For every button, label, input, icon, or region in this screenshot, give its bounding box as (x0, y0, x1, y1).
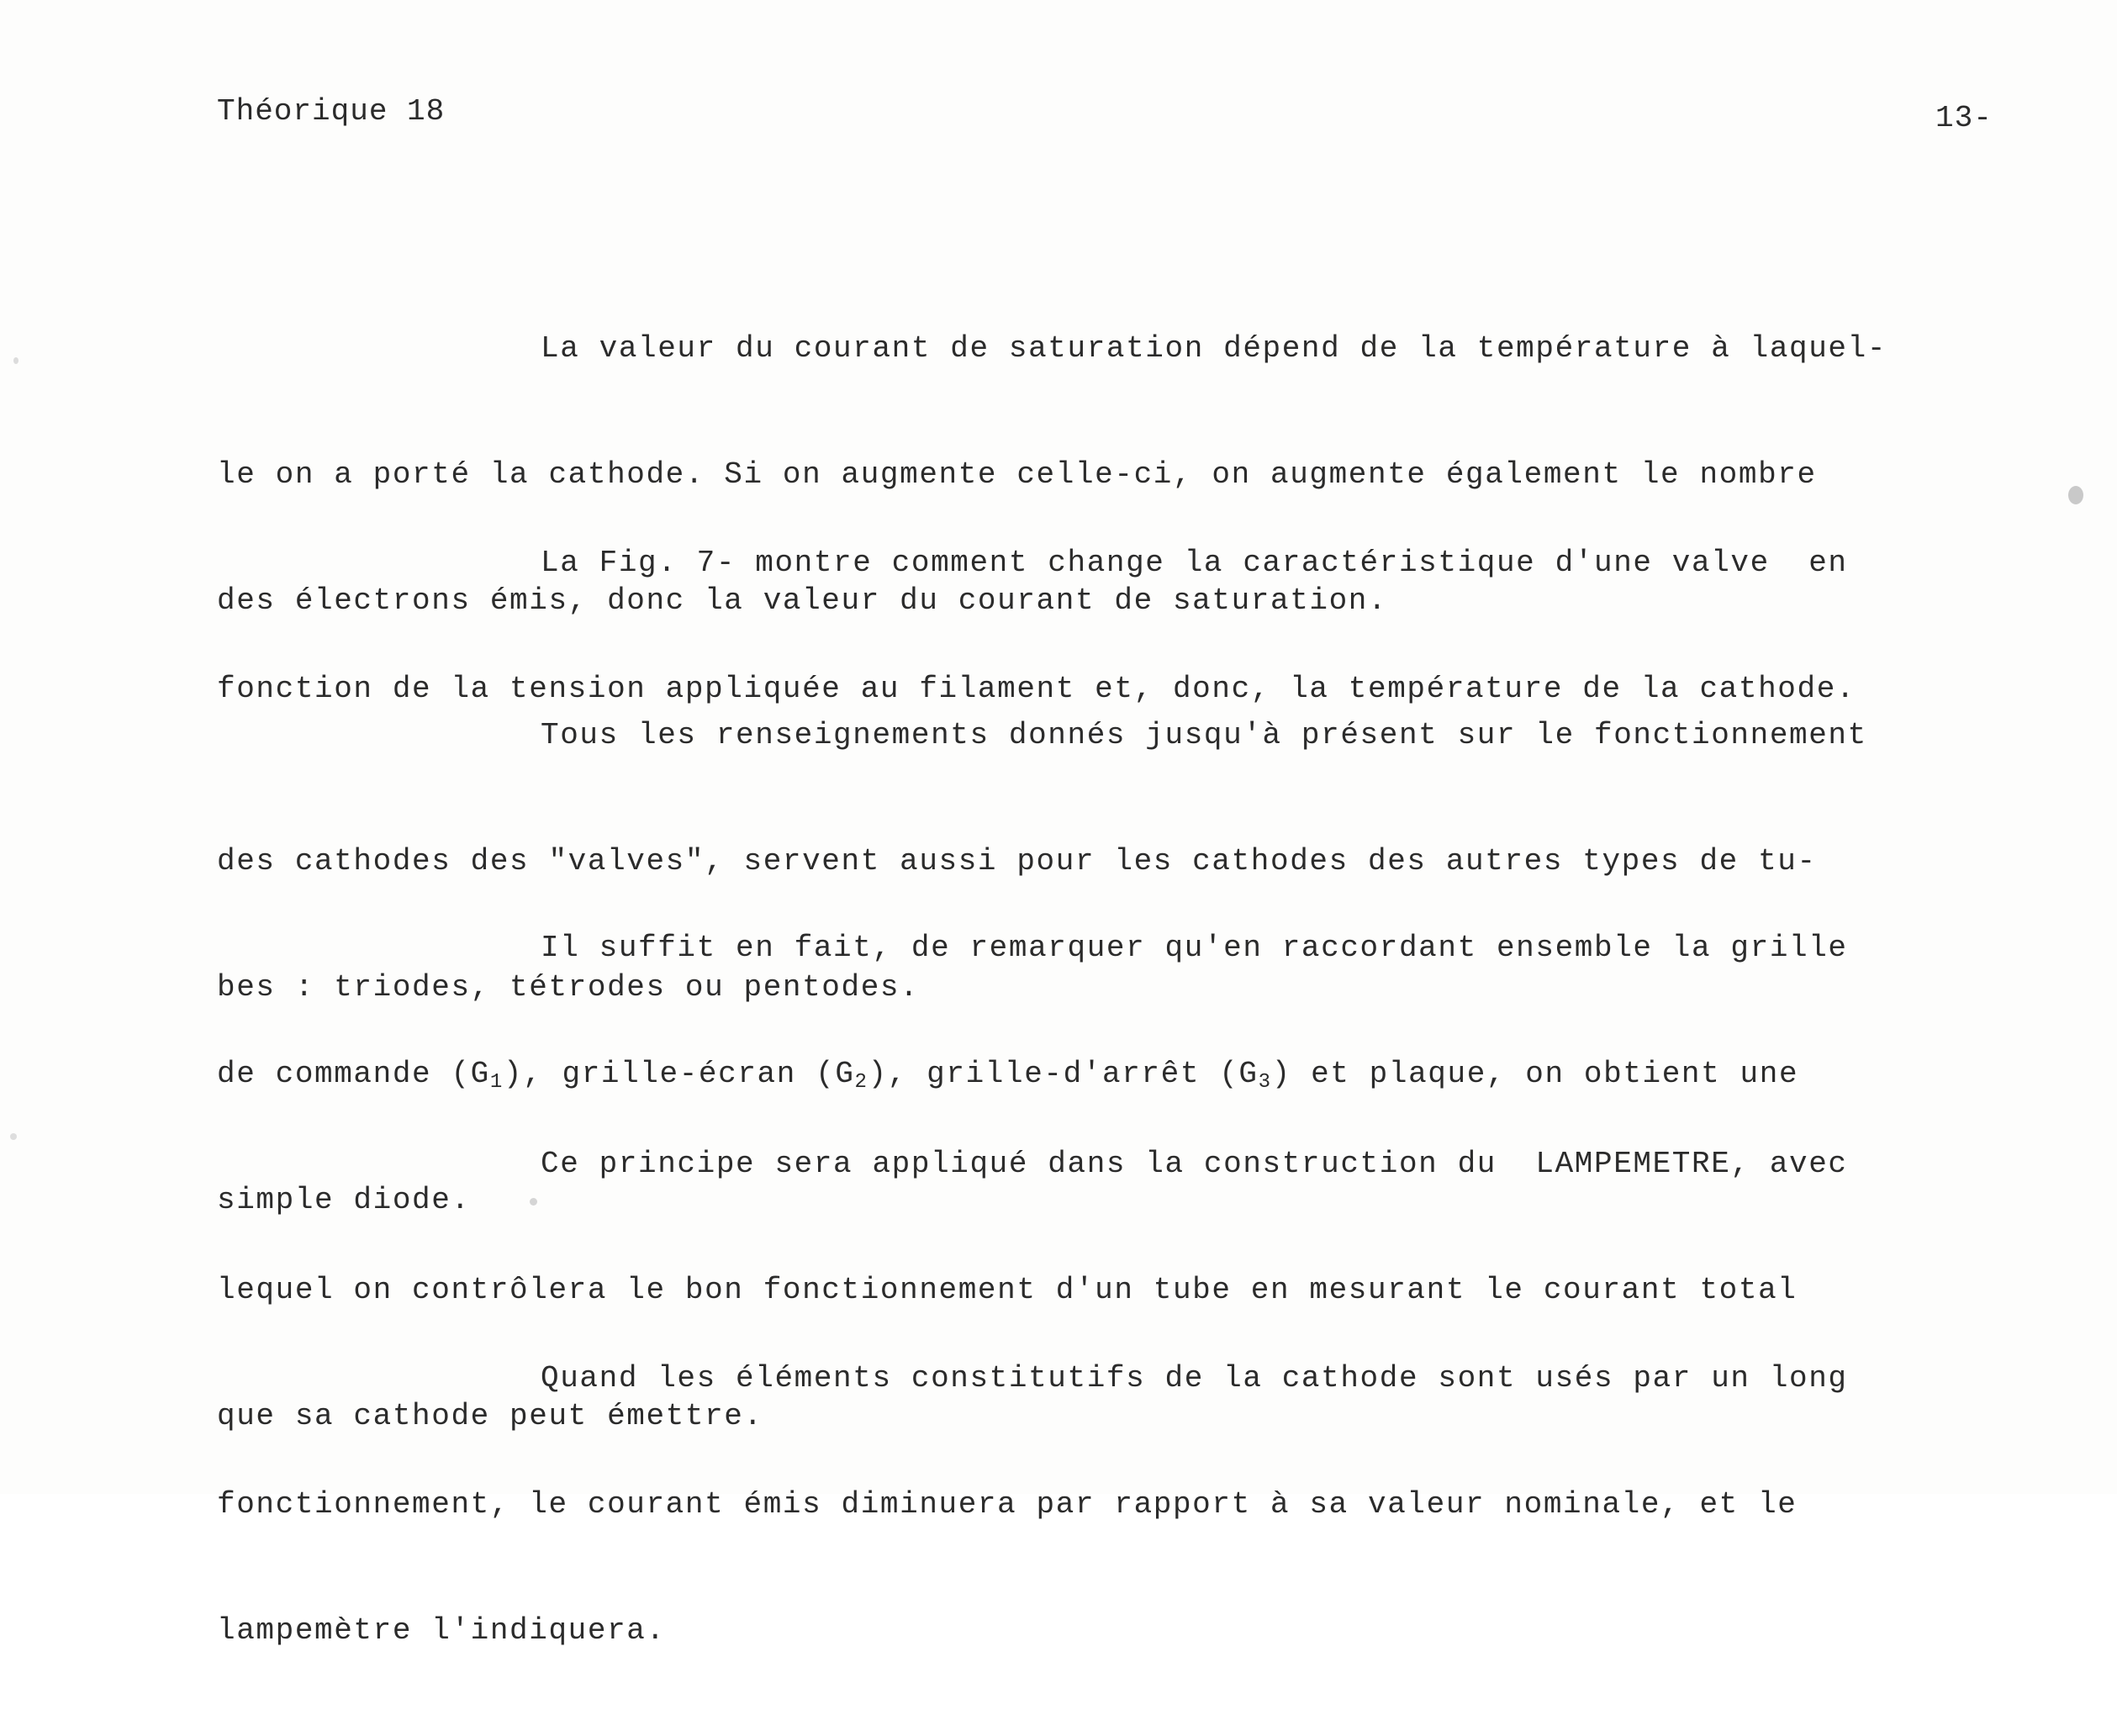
paragraph-line: bes : triodes, tétrodes ou pentodes. (217, 970, 920, 1005)
scan-speck (2068, 486, 2083, 504)
text-segment: de commande (G (217, 1057, 490, 1091)
scan-speck (13, 357, 18, 364)
page-header-title: Théorique 18 (217, 94, 446, 129)
paragraph-line: le on a porté la cathode. Si on augmente celle-ci, on augmente également le nombre (217, 457, 1817, 492)
paragraph-line: que sa cathode peut émettre. (217, 1399, 763, 1433)
paragraph-line: des électrons émis, donc la valeur du courant de saturation. (217, 583, 1388, 618)
text-segment: ), grille-écran (G (503, 1057, 855, 1091)
paragraph-line: Ce principe sera appliqué dans la construction du LAMPEMETRE, avec (541, 1147, 1848, 1181)
paragraph-line: Tous les renseignements donnés jusqu'à présent sur le fonctionnement (541, 718, 1867, 752)
paragraph-line: Quand les éléments constitutifs de la cathode sont usés par un long (541, 1361, 1848, 1396)
scan-speck (10, 1133, 17, 1140)
paragraph-line: des cathodes des "valves", servent aussi pour les cathodes des autres types de tu- (217, 844, 1817, 879)
paragraph-line: fonctionnement, le courant émis diminuera par rapport à sa valeur nominale, et le (217, 1487, 1798, 1522)
paragraph-line: La valeur du courant de saturation dépend de la température à laquel- (541, 331, 1887, 366)
paragraph-line: simple diode. (217, 1183, 471, 1217)
text-segment: ), grille-d'arrêt (G (868, 1057, 1259, 1091)
paragraph-line: fonction de la tension appliquée au filament et, donc, la température de la cathode. (217, 672, 1856, 706)
paragraph-line: La Fig. 7- montre comment change la caractéristique d'une valve en (541, 546, 1848, 580)
text-segment: ) et plaque, on obtient une (1271, 1057, 1799, 1091)
subscript: 1 (489, 1071, 504, 1094)
paragraph-line: lampemètre l'indiquera. (217, 1613, 666, 1648)
subscript: 3 (1258, 1071, 1272, 1094)
paragraph-line: Il suffit en fait, de remarquer qu'en raccordant ensemble la grille (541, 931, 1848, 965)
scan-speck (530, 1198, 537, 1206)
paragraph-line: lequel on contrôlera le bon fonctionnement d'un tube en mesurant le courant total (217, 1273, 1798, 1307)
page-number: 13- (1935, 101, 1993, 135)
subscript: 2 (854, 1071, 868, 1094)
paragraph-worn-cathode (217, 1274, 1999, 1736)
